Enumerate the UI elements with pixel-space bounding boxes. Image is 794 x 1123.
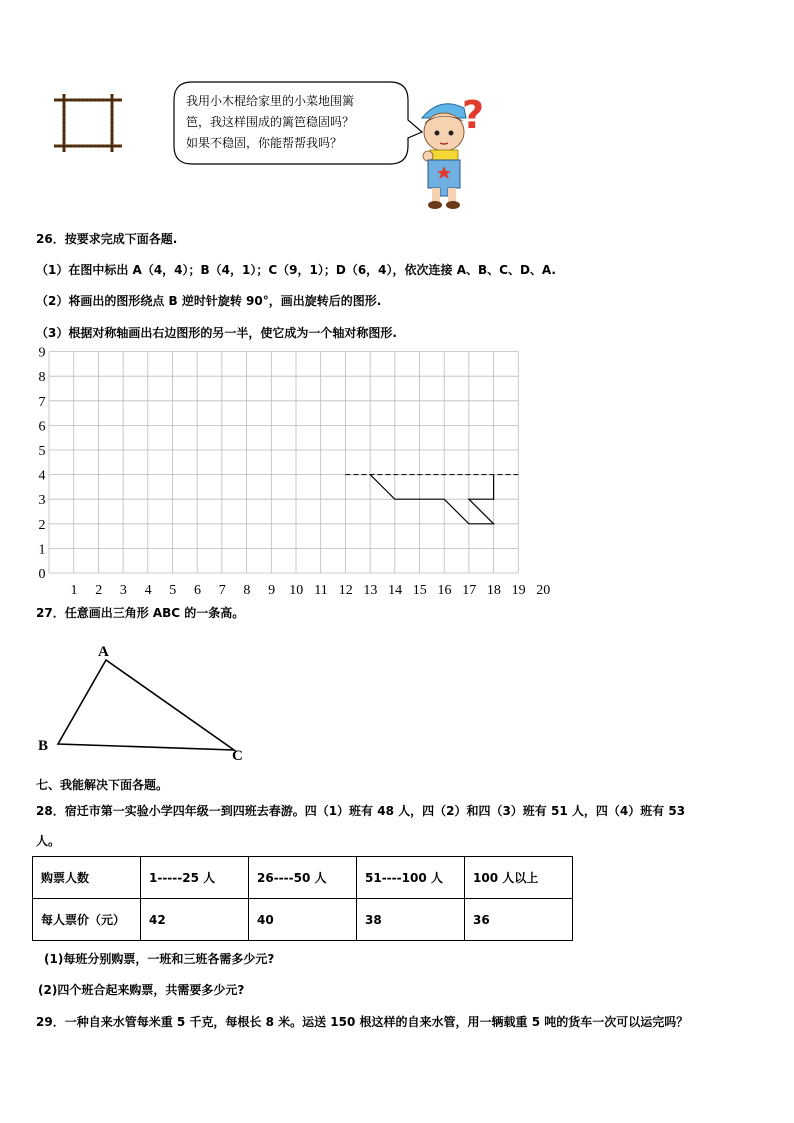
- q26-sub2: （2）将画出的图形绕点 B 逆时针旋转 90°，画出旋转后的图形.: [36, 294, 382, 308]
- x-axis-label: 8: [243, 583, 251, 598]
- x-axis-label: 14: [388, 583, 403, 598]
- q27-title: 27．任意画出三角形 ABC 的一条高。: [36, 606, 245, 620]
- x-axis-label: 18: [486, 583, 501, 598]
- x-axis-label: 7: [218, 583, 226, 598]
- y-axis-label: 5: [38, 444, 46, 459]
- speech-text: 我用小木棍给家里的小菜地围篱 笆，我这样围成的篱笆稳固吗？ 如果不稳固，你能帮帮我吗？: [186, 94, 355, 150]
- vertex-c-label: C: [232, 748, 243, 764]
- table-cell: 42: [141, 899, 249, 941]
- q28-line1: 28．宿迁市第一实验小学四年级一到四班去春游。四（1）班有 48 人，四（2）和四（3）班有 51 人，四（4）班有 53: [36, 804, 686, 818]
- x-axis-label: 19: [511, 583, 526, 598]
- x-axis-label: 2: [95, 583, 103, 598]
- table-cell: 36: [465, 899, 573, 941]
- question-mark-icon: ?: [462, 93, 485, 137]
- q26-sub1: （1）在图中标出 A（4，4）；B（4，1）；C（9，1）；D（6，4），依次连接 A、B、C、D、A.: [36, 263, 556, 277]
- x-axis-label: 10: [289, 583, 304, 598]
- table-cell: 购票人数: [33, 857, 141, 899]
- grid-x-axis-labels: [71, 583, 551, 598]
- table-cell: 每人票价（元）: [33, 899, 141, 941]
- y-axis-label: 9: [38, 345, 46, 361]
- section-7-heading: 七、我能解决下面各题。: [36, 778, 169, 792]
- ticket-price-table: [32, 856, 573, 941]
- x-axis-label: 6: [194, 583, 201, 598]
- x-axis-label: 15: [412, 583, 427, 598]
- vertex-b-label: B: [38, 738, 49, 754]
- table-row: [33, 857, 573, 899]
- x-axis-label: 5: [169, 583, 177, 598]
- vertex-a-label: A: [98, 644, 109, 660]
- x-axis-label: 20: [536, 583, 551, 598]
- coordinate-grid: [30, 344, 570, 600]
- y-axis-label: 1: [38, 542, 46, 558]
- q28-line2: 人。: [36, 834, 61, 848]
- fence-illustration: [50, 92, 126, 154]
- x-axis-label: 13: [363, 583, 378, 598]
- y-axis-label: 7: [38, 394, 46, 410]
- x-axis-label: 3: [119, 583, 127, 598]
- q26-sub3: （3）根据对称轴画出右边图形的另一半，使它成为一个轴对称图形.: [36, 326, 397, 340]
- grid-y-axis-labels: [39, 346, 46, 582]
- x-axis-label: 16: [437, 583, 452, 598]
- grid-lines: [49, 352, 518, 573]
- table-cell: 38: [357, 899, 465, 941]
- q28-part2: (2)四个班合起来购票，共需要多少元?: [38, 983, 245, 997]
- table-cell: 51----100 人: [357, 857, 465, 899]
- x-axis-label: 9: [268, 583, 276, 598]
- q26-title: 26．按要求完成下面各题.: [36, 232, 178, 246]
- y-axis-label: 6: [38, 419, 46, 435]
- x-axis-label: 12: [338, 583, 353, 598]
- y-axis-label: 3: [38, 493, 46, 509]
- y-axis-label: 0: [38, 567, 46, 582]
- x-axis-label: 11: [314, 583, 328, 598]
- x-axis-label: 4: [144, 583, 152, 598]
- table-row: [33, 899, 573, 941]
- table-cell: 26----50 人: [249, 857, 357, 899]
- q28-part1: (1)每班分别购票，一班和三班各需多少元?: [44, 952, 275, 966]
- q29-text: 29．一种自来水管每米重 5 千克，每根长 8 米。运送 150 根这样的自来水管，用一辆载重 5 吨的货车一次可以运完吗？: [36, 1015, 689, 1029]
- y-axis-label: 8: [38, 370, 46, 386]
- y-axis-label: 4: [38, 468, 46, 484]
- triangle-abc: [34, 640, 254, 766]
- y-axis-label: 2: [38, 517, 46, 533]
- table-cell: 1-----25 人: [141, 857, 249, 899]
- x-axis-label: 17: [462, 583, 477, 598]
- x-axis-label: 1: [70, 583, 78, 598]
- table-cell: 100 人以上: [465, 857, 573, 899]
- table-cell: 40: [249, 899, 357, 941]
